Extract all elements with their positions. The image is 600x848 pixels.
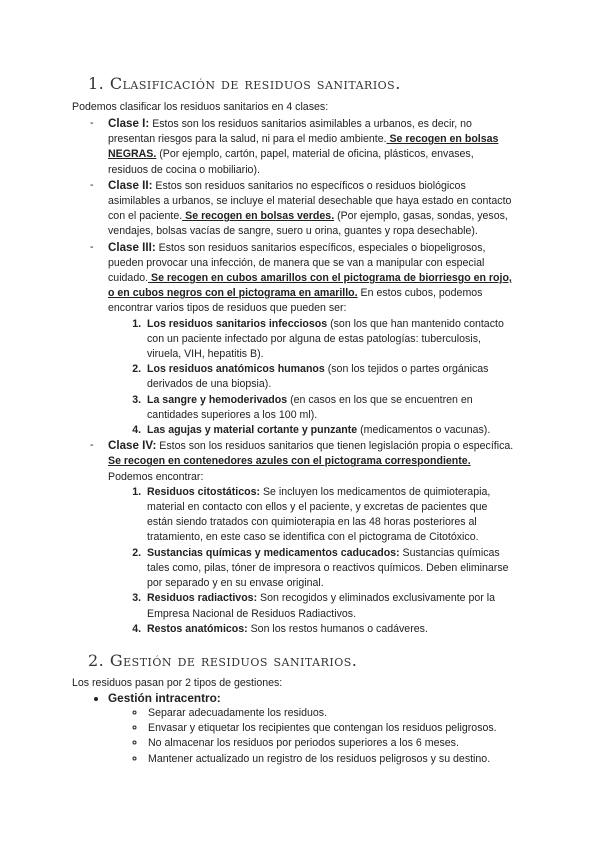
clase-4-text: Estos son los residuos sanitarios que tienen legislación propia o específica. — [156, 440, 514, 453]
item-title: La sangre y hemoderivados — [147, 393, 288, 406]
list-item — [144, 591, 515, 621]
section-2-title: 2. Gestión de residuos sanitarios. — [88, 651, 358, 670]
item-title: Las agujas y material cortante y punzante — [147, 424, 358, 437]
list-item: ◦ Mantener actualizado un registro de los residuos peligrosos y su destino. — [146, 752, 538, 767]
clase-1-text: Estos son los residuos sanitarios asimilables a urbanos, es decir, no presentan riesgos para la salud, ni para el medio ambiente. — [108, 118, 472, 146]
clase-1-collection: Se recogen en bolsas NEGRAS. — [108, 133, 499, 161]
clase-1-name: Clase I: — [108, 117, 150, 130]
clase-3-sublist — [108, 317, 515, 439]
clase-3-intro: En estos cubos, podemos encontrar varios tipos de residuos que pueden ser: — [108, 287, 483, 315]
section-2-intro: Los residuos pasan por 2 tipos de gestiones: — [72, 677, 283, 689]
list-item: ◦ No almacenar los residuos por periodos superiores a los 6 meses. — [146, 736, 538, 751]
clase-2-item — [90, 178, 515, 240]
item-text: (en casos en los que se encuentren en cantidades superiores a los 100 ml). — [147, 393, 473, 421]
gestion-list — [94, 690, 538, 767]
clase-3-item — [90, 240, 515, 439]
item-title: Residuos radiactivos: — [147, 592, 258, 605]
item-text: Sustancias químicas tales como, pilas, tóner de impresora o reactivos químicos. Deben eliminarse por separado y en su envase original. — [147, 546, 509, 590]
item-title: Los residuos sanitarios infecciosos — [147, 317, 328, 330]
clase-3-name: Clase III: — [108, 240, 156, 254]
classes-list — [90, 116, 515, 637]
clase-1-examples: (Por ejemplo, cartón, papel, material de oficina, plásticos, envases, residuos de cocina o mobiliario). — [108, 148, 474, 176]
item-title: Residuos citostáticos: — [147, 485, 261, 498]
item-text: (son los tejidos o partes orgánicas derivados de una biopsia). — [147, 363, 489, 391]
list-item — [144, 362, 515, 392]
clase-4-collection: Se recogen en contenedores azules con el pictograma correspondiente. — [108, 455, 471, 468]
section-1-title: 1. Clasificación de residuos sanitarios. — [88, 74, 401, 93]
section-1-intro: Podemos clasificar los residuos sanitarios en 4 clases: — [72, 101, 329, 113]
item-title: Los residuos anatómicos humanos — [147, 363, 325, 376]
gestion-title: Gestión intracentro: — [108, 691, 221, 705]
item-text: Se incluyen los medicamentos de quimioterapia, material en contacto con ellos y el paciente, y excretas de pacientes que están siendo tratados con quimioterapia en las 48 horas posteriores al tratamiento, en este caso se identifica con el pictograma de Citotóxico. — [147, 485, 491, 544]
clase-2-name: Clase II: — [108, 178, 153, 192]
clase-4-sublist — [108, 485, 515, 637]
item-title: Sustancias químicas y medicamentos caducados: — [147, 546, 400, 559]
list-item — [144, 393, 515, 423]
list-item — [144, 622, 515, 637]
clase-2-collection: Se recogen en bolsas verdes. — [182, 210, 335, 223]
list-item — [144, 485, 515, 546]
gestion-sublist — [108, 706, 538, 767]
list-item: ◦ Separar adecuadamente los residuos. — [146, 706, 538, 721]
list-item: ◦ Envasar y etiquetar los recipientes que contengan los residuos peligrosos. — [146, 721, 538, 736]
clase-2-examples: (Por ejemplo, gasas, sondas, yesos, vendajes, bolsas vacías de sangre, suero u orina, guantes y ropa desechable). — [108, 210, 508, 238]
item-text: Son los restos humanos o cadáveres. — [247, 622, 428, 635]
clase-4-name: Clase IV: — [108, 439, 157, 453]
list-item — [144, 423, 515, 438]
clase-4-item — [90, 438, 515, 637]
clase-1-item — [90, 116, 515, 178]
clase-3-text: Estos son residuos sanitarios específicos, especiales o biopeligrosos, pueden provocar una infección, de manera que se van a manipular con especial cuidado. — [108, 241, 486, 285]
item-text: (medicamentos o vacunas). — [357, 424, 491, 437]
clase-2-text: Estos son residuos sanitarios no específicos o residuos biológicos asimilables a urbanos, se incluye el material desechable que haya estado en contacto con el paciente. — [108, 179, 512, 223]
item-text: (son los que han mantenido contacto con un paciente infectado por alguna de estas patologías: tuberculosis, viruela, VIH, hepatitis B). — [147, 317, 504, 361]
list-item — [144, 317, 515, 363]
list-item — [144, 546, 515, 592]
item-text: Son recogidos y eliminados exclusivamente por la Empresa Nacional de Residuos Radiactivos. — [147, 592, 495, 620]
item-title: Restos anatómicos: — [147, 622, 248, 635]
gestion-intracentro-item — [108, 690, 538, 767]
clase-4-intro: Podemos encontrar: — [108, 470, 204, 483]
clase-3-collection: Se recogen en cubos amarillos con el pictograma de biorriesgo en rojo, o en cubos negros con el pictograma en amarillo. — [108, 272, 512, 300]
